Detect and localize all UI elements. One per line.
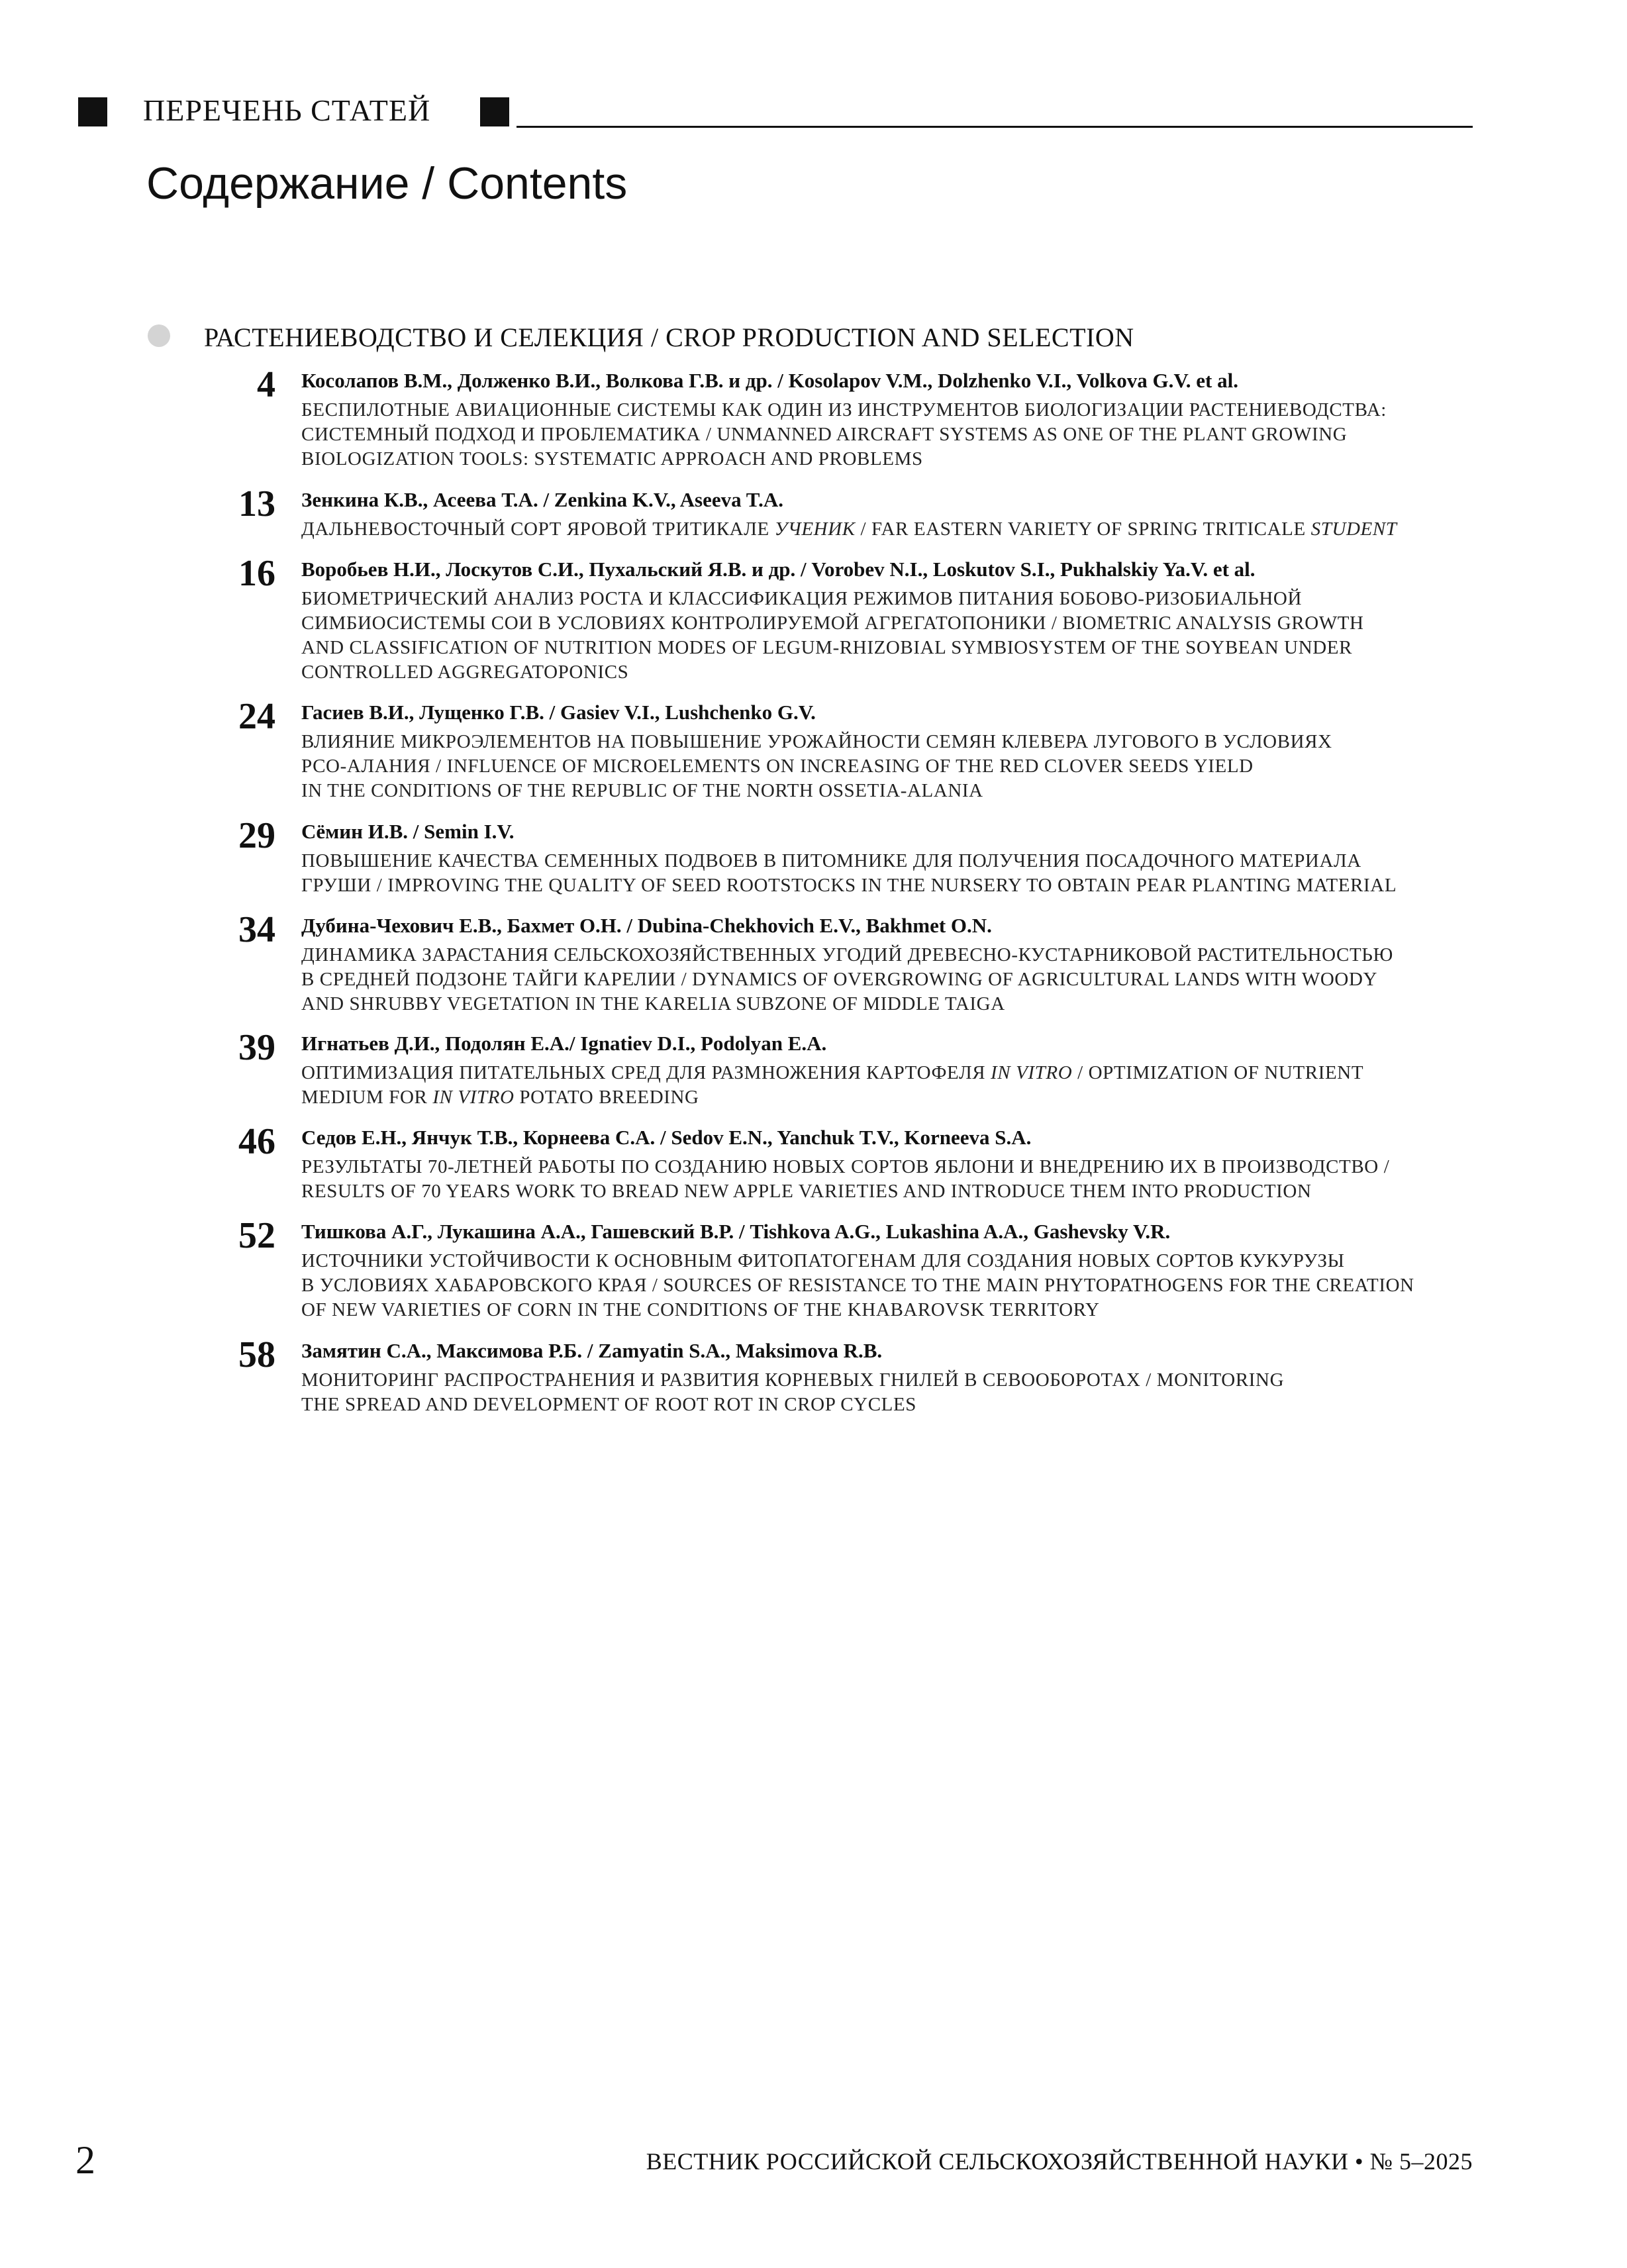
toc-page-number[interactable]: 29 xyxy=(238,815,275,856)
toc-article-title[interactable] xyxy=(301,517,1493,542)
toc-authors: Гасиев В.И., Лущенко Г.В. / Gasiev V.I., Lushchenko G.V. xyxy=(301,701,816,724)
toc-page-number[interactable]: 52 xyxy=(238,1215,275,1256)
toc-authors: Замятин С.А., Максимова Р.Б. / Zamyatin S.A., Maksimova R.B. xyxy=(301,1339,883,1362)
toc-title-text: ДАЛЬНЕВОСТОЧНЫЙ СОРТ ЯРОВОЙ ТРИТИКАЛЕ xyxy=(301,518,775,540)
toc-authors: Косолапов В.М., Долженко В.И., Волкова Г.В. и др. / Kosolapov V.M., Dolzhenko V.I., Volkova G.V. et al. xyxy=(301,369,1238,392)
toc-title-line: БИОМЕТРИЧЕСКИЙ АНАЛИЗ РОСТА И КЛАССИФИКАЦИЯ РЕЖИМОВ ПИТАНИЯ БОБОВО-РИЗОБИАЛЬНОЙ xyxy=(301,588,1302,609)
toc-article-title[interactable] xyxy=(301,1061,1493,1110)
toc-page-number[interactable]: 4 xyxy=(257,364,275,405)
toc-authors: Игнатьев Д.И., Подолян Е.А./ Ignatiev D.I., Podolyan E.A. xyxy=(301,1032,827,1055)
toc-authors: Зенкина К.В., Асеева Т.А. / Zenkina K.V., Aseeva T.A. xyxy=(301,488,784,511)
toc-title-text: MEDIUM FOR xyxy=(301,1087,433,1108)
toc-title-line: ВЛИЯНИЕ МИКРОЭЛЕМЕНТОВ НА ПОВЫШЕНИЕ УРОЖАЙНОСТИ СЕМЯН КЛЕВЕРА ЛУГОВОГО В УСЛОВИЯХ xyxy=(301,731,1332,752)
toc-title-line: ИСТОЧНИКИ УСТОЙЧИВОСТИ К ОСНОВНЫМ ФИТОПАТОГЕНАМ ДЛЯ СОЗДАНИЯ НОВЫХ СОРТОВ КУКУРУЗЫ xyxy=(301,1250,1345,1271)
toc-title-line: ПОВЫШЕНИЕ КАЧЕСТВА СЕМЕННЫХ ПОДВОЕВ В ПИТОМНИКЕ ДЛЯ ПОЛУЧЕНИЯ ПОСАДОЧНОГО МАТЕРИАЛА xyxy=(301,850,1361,871)
section-bullet-icon xyxy=(148,324,170,347)
toc-title-line: AND SHRUBBY VEGETATION IN THE KARELIA SUBZONE OF MIDDLE TAIGA xyxy=(301,993,1005,1014)
page-title: Содержание / Contents xyxy=(146,158,628,209)
toc-page-number[interactable]: 16 xyxy=(238,553,275,594)
toc-title-line: CONTROLLED AGGREGATOPONICS xyxy=(301,662,629,683)
running-head: ПЕРЕЧЕНЬ СТАТЕЙ xyxy=(143,93,431,127)
toc-title-line: МОНИТОРИНГ РАСПРОСТРАНЕНИЯ И РАЗВИТИЯ КОРНЕВЫХ ГНИЛЕЙ В СЕВООБОРОТАХ / MONITORING xyxy=(301,1369,1285,1391)
toc-title-italic: УЧЕНИК xyxy=(774,518,856,540)
toc-authors: Сёмин И.В. / Semin I.V. xyxy=(301,820,515,843)
toc-page-number[interactable]: 46 xyxy=(238,1121,275,1162)
toc-title-line: В УСЛОВИЯХ ХАБАРОВСКОГО КРАЯ / SOURCES OF RESISTANCE TO THE MAIN PHYTOPATHOGENS FOR THE CREATION xyxy=(301,1275,1414,1296)
toc-page-number[interactable]: 39 xyxy=(238,1027,275,1068)
toc-title-line: В СРЕДНЕЙ ПОДЗОНЕ ТАЙГИ КАРЕЛИИ / DYNAMICS OF OVERGROWING OF AGRICULTURAL LANDS WITH WOODY xyxy=(301,969,1378,990)
toc-title-line: BIOLOGIZATION TOOLS: SYSTEMATIC APPROACH AND PROBLEMS xyxy=(301,448,923,469)
toc-page-number[interactable]: 13 xyxy=(238,483,275,524)
toc-title-line: IN THE CONDITIONS OF THE REPUBLIC OF THE NORTH OSSETIA-ALANIA xyxy=(301,780,983,801)
toc-title-line: БЕСПИЛОТНЫЕ АВИАЦИОННЫЕ СИСТЕМЫ КАК ОДИН ИЗ ИНСТРУМЕНТОВ БИОЛОГИЗАЦИИ РАСТЕНИЕВОДСТВА: xyxy=(301,399,1387,420)
toc-article-title[interactable] xyxy=(301,587,1493,685)
journal-footer: ВЕСТНИК РОССИЙСКОЙ СЕЛЬСКОХОЗЯЙСТВЕННОЙ НАУКИ • № 5–2025 xyxy=(646,2148,1473,2175)
toc-title-line xyxy=(301,517,1493,542)
toc-title-line: РСО-АЛАНИЯ / INFLUENCE OF MICROELEMENTS ON INCREASING OF THE RED CLOVER SEEDS YIELD xyxy=(301,756,1254,777)
toc-article-title[interactable] xyxy=(301,1155,1493,1204)
toc-title-italic: IN VITRO xyxy=(432,1087,515,1108)
toc-authors: Дубина-Чехович Е.В., Бахмет О.Н. / Dubina-Chekhovich E.V., Bakhmet O.N. xyxy=(301,914,992,937)
toc-title-text: / OPTIMIZATION OF NUTRIENT xyxy=(1072,1062,1364,1083)
toc-title-italic: IN VITRO xyxy=(991,1062,1073,1083)
toc-title-line: СИМБИОСИСТЕМЫ СОИ В УСЛОВИЯХ КОНТРОЛИРУЕМОЙ АГРЕГАТОПОНИКИ / BIOMETRIC ANALYSIS GROWTH xyxy=(301,613,1364,634)
toc-title-line: ГРУШИ / IMPROVING THE QUALITY OF SEED ROOTSTOCKS IN THE NURSERY TO OBTAIN PEAR PLANTING MATERIAL xyxy=(301,875,1397,896)
toc-title-text: POTATO BREEDING xyxy=(514,1087,699,1108)
toc-title-line: AND CLASSIFICATION OF NUTRITION MODES OF LEGUM-RHIZOBIAL SYMBIOSYSTEM OF THE SOYBEAN UNDER xyxy=(301,637,1353,658)
toc-title-text: / FAR EASTERN VARIETY OF SPRING TRITICALE xyxy=(855,518,1311,540)
toc-article-title[interactable] xyxy=(301,1249,1493,1322)
toc-title-line: ДИНАМИКА ЗАРАСТАНИЯ СЕЛЬСКОХОЗЯЙСТВЕННЫХ УГОДИЙ ДРЕВЕСНО-КУСТАРНИКОВОЙ РАСТИТЕЛЬНОСТЬЮ xyxy=(301,944,1393,965)
section-title: РАСТЕНИЕВОДСТВО И СЕЛЕКЦИЯ / CROP PRODUCTION AND SELECTION xyxy=(204,322,1134,352)
page-number: 2 xyxy=(75,2138,95,2182)
header-square-left xyxy=(78,97,107,126)
toc-title-line xyxy=(301,1061,1493,1085)
toc-article-title[interactable] xyxy=(301,730,1493,803)
toc-article-title[interactable] xyxy=(301,849,1493,898)
toc-article-title[interactable] xyxy=(301,943,1493,1016)
toc-title-line: THE SPREAD AND DEVELOPMENT OF ROOT ROT IN CROP CYCLES xyxy=(301,1394,917,1415)
toc-title-line: СИСТЕМНЫЙ ПОДХОД И ПРОБЛЕМАТИКА / UNMANNED AIRCRAFT SYSTEMS AS ONE OF THE PLANT GROWING xyxy=(301,424,1348,445)
toc-title-line: OF NEW VARIETIES OF CORN IN THE CONDITIONS OF THE KHABAROVSK TERRITORY xyxy=(301,1299,1100,1320)
toc-page-number[interactable]: 58 xyxy=(238,1334,275,1375)
toc-title-line: РЕЗУЛЬТАТЫ 70-ЛЕТНЕЙ РАБОТЫ ПО СОЗДАНИЮ НОВЫХ СОРТОВ ЯБЛОНИ И ВНЕДРЕНИЮ ИХ В ПРОИЗВОДСТВО / xyxy=(301,1156,1390,1177)
header-square-right xyxy=(480,97,509,126)
toc-title-italic: STUDENT xyxy=(1310,518,1397,540)
toc-title-line: RESULTS OF 70 YEARS WORK TO BREAD NEW APPLE VARIETIES AND INTRODUCE THEM INTO PRODUCTION xyxy=(301,1181,1312,1202)
toc-article-title[interactable] xyxy=(301,398,1493,471)
toc-title-text: ОПТИМИЗАЦИЯ ПИТАТЕЛЬНЫХ СРЕД ДЛЯ РАЗМНОЖЕНИЯ КАРТОФЕЛЯ xyxy=(301,1062,991,1083)
toc-title-line xyxy=(301,1085,1493,1110)
toc-authors: Воробьев Н.И., Лоскутов С.И., Пухальский Я.В. и др. / Vorobev N.I., Loskutov S.I., Pukhalskiy Ya.V. et al. xyxy=(301,558,1256,581)
header-rule xyxy=(517,126,1473,128)
toc-authors: Седов Е.Н., Янчук Т.В., Корнеева С.А. / Sedov E.N., Yanchuk T.V., Korneeva S.A. xyxy=(301,1126,1032,1149)
toc-authors: Тишкова А.Г., Лукашина А.А., Гашевский В.Р. / Tishkova A.G., Lukashina A.A., Gashevsky V.R. xyxy=(301,1220,1171,1243)
toc-article-title[interactable] xyxy=(301,1368,1493,1417)
toc-page-number[interactable]: 34 xyxy=(238,909,275,950)
toc-page-number[interactable]: 24 xyxy=(238,696,275,737)
